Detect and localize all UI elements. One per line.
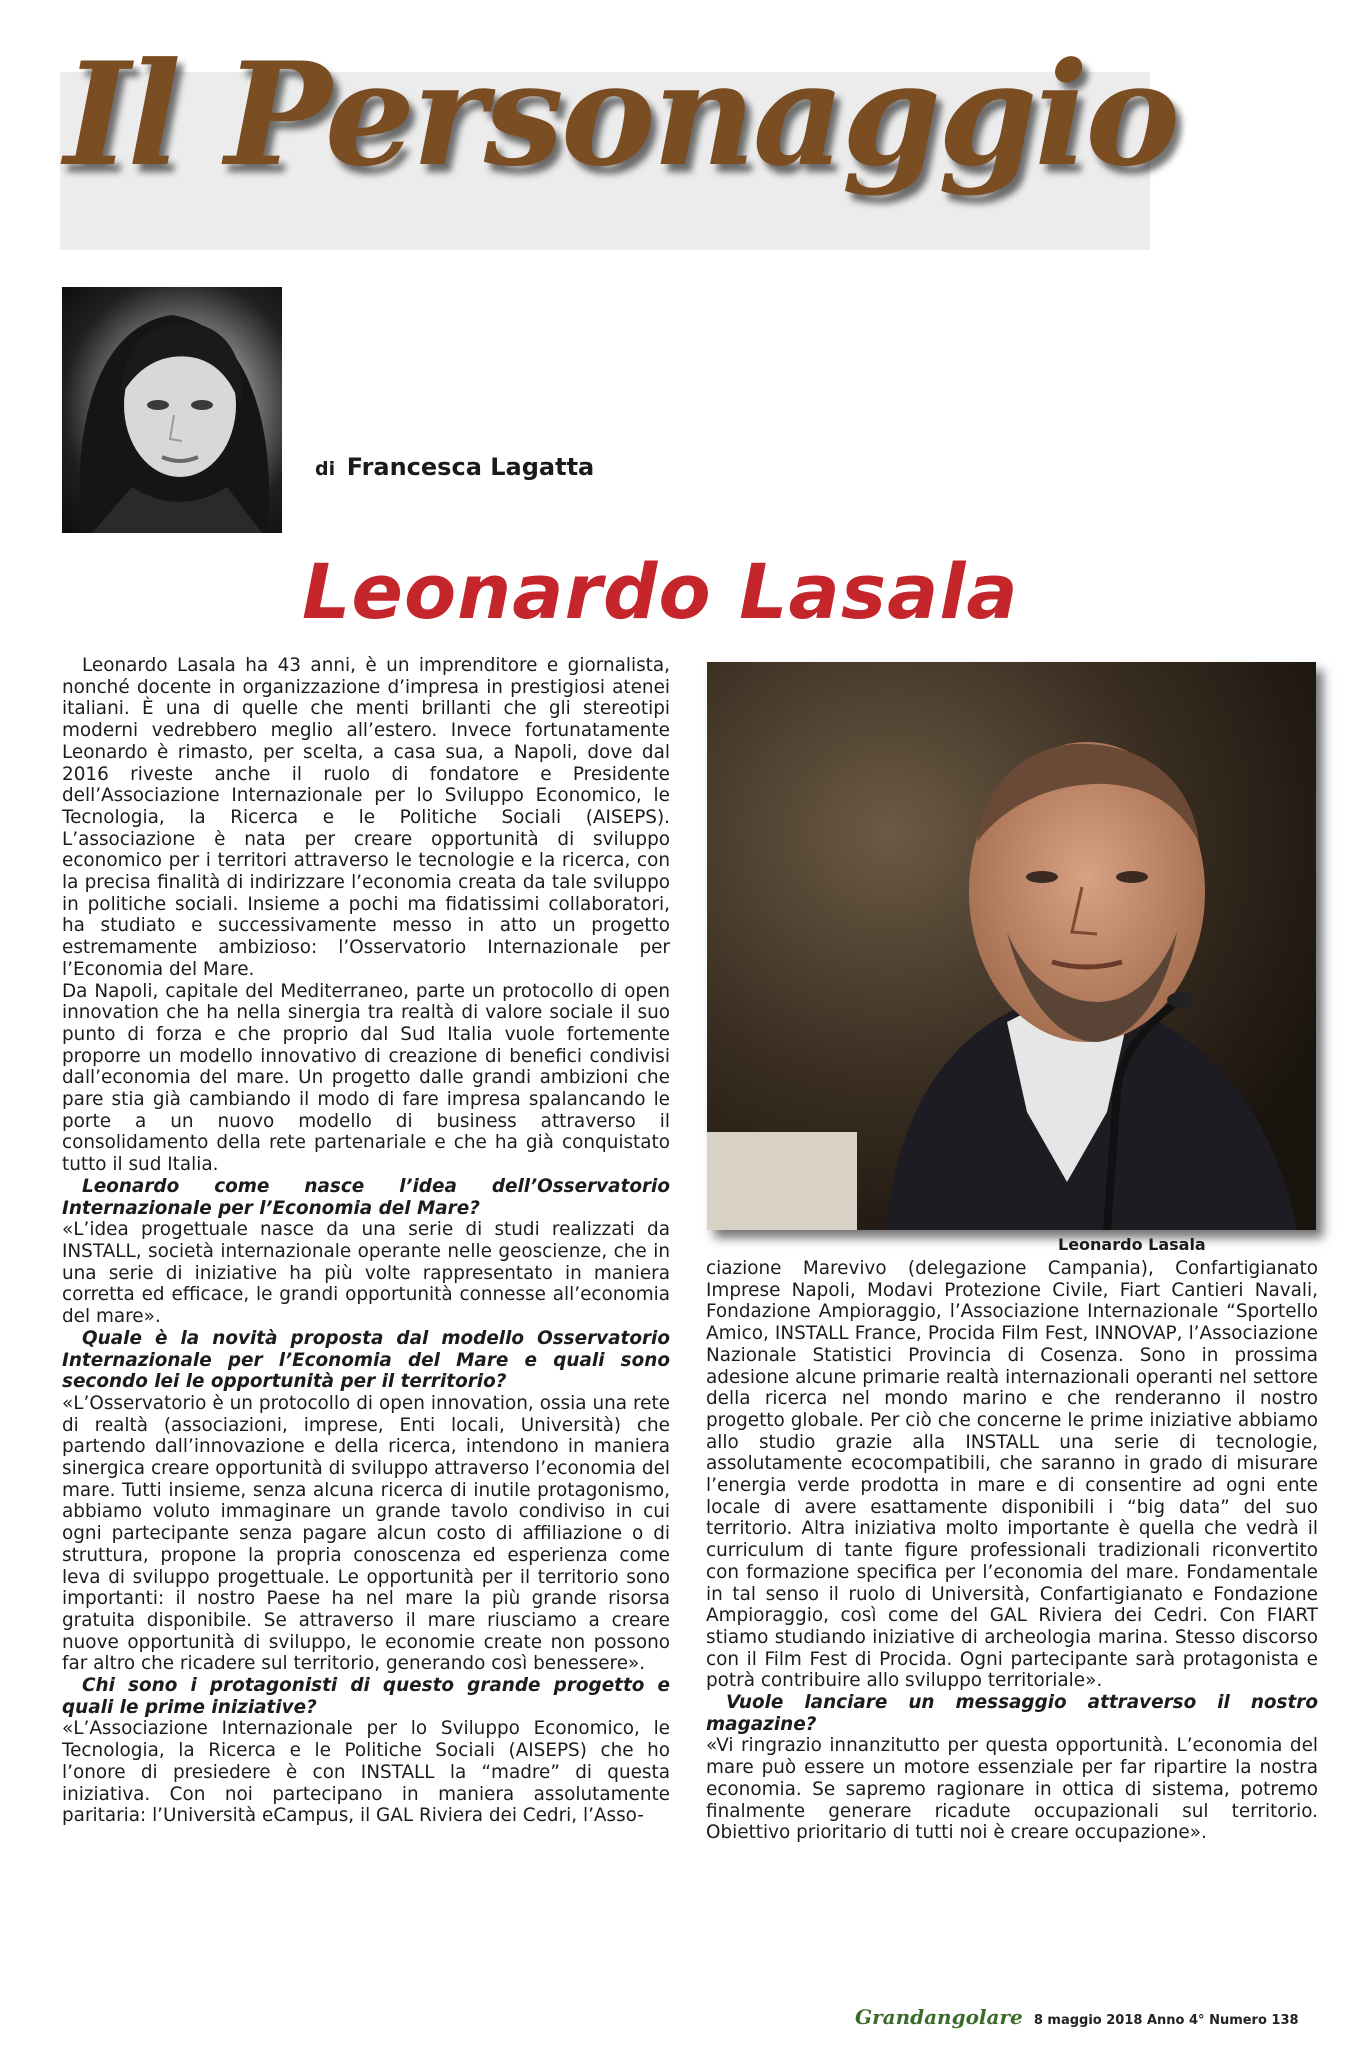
page-footer xyxy=(855,2005,1299,2029)
interview-question: Chi sono i protagonisti di questo grande progetto e quali le prime iniziative? xyxy=(62,1675,670,1718)
interview-question: Leonardo come nasce l’idea dell’Osservatorio Internazionale per l’Economia del Mare? xyxy=(62,1175,670,1219)
byline-prefix: di xyxy=(315,458,336,480)
left-column xyxy=(62,655,670,1827)
author-photo xyxy=(62,287,282,533)
interview-question: Quale è la novità proposta dal modello Osservatorio Internazionale per l’Economia del Mare e quali sono secondo lei le opportunità per il territorio? xyxy=(62,1327,670,1393)
issue-info: 8 maggio 2018 Anno 4° Numero 138 xyxy=(1033,2013,1299,2028)
interview-answer: «L’Osservatorio è un protocollo di open innovation, ossia una rete di realtà (associazioni, imprese, Enti locali, Università) che partendo dall’innovazione e della ricerca, intendono in maniera sinergica creare opportunità di sviluppo attraverso l’economia del mare. Tutti insieme, senza alcuna ricerca di inutile protagonismo, abbiamo voluto immaginare un grande tavolo condiviso in cui ogni partecipante senza pagare alcun costo di affiliazione o di struttura, propone la propria conoscenza ed esperienza come leva di sviluppo progettuale. Le opportunità per il territorio sono importanti: il nostro Paese ha nel mare la più grande risorsa gratuita disponibile. Se attraverso il mare riusciamo a creare nuove opportunità di sviluppo, le economie create non possono far altro che ricadere sul territorio, generando così benessere». xyxy=(62,1392,670,1675)
interview-answer: «L’Associazione Internazionale per lo Sviluppo Economico, le Tecnologia, la Ricerca e le Politiche Sociali (AISEPS) che ho l’onore di presiedere è con INSTALL la “madre” di questa iniziativa. Con noi partecipano in maniera assolutamente paritaria: l’Università eCampus, il GAL Riviera dei Cedri, l’Asso- xyxy=(62,1718,670,1827)
article-paragraph: Da Napoli, capitale del Mediterraneo, parte un protocollo di open innovation che ha nella sinergia tra realtà di valore sociale il suo punto di forza e che proprio dal Sud Italia vuole fortemente proporre un modello innovativo di creazione di benefici condivisi dall’economia del mare. Un progetto dalle grandi ambizioni che pare stia già cambiando il modo di fare impresa spalancando le porte a un nuovo modello di business attraverso il consolidamento della rete partenariale e che ha già conquistato tutto il sud Italia. xyxy=(62,980,670,1176)
author-name: Francesca Lagatta xyxy=(346,453,595,481)
interview-question: Vuole lanciare un messaggio attraverso il nostro magazine? xyxy=(706,1692,1318,1735)
article-paragraph: Leonardo Lasala ha 43 anni, è un imprenditore e giornalista, nonché docente in organizzazione d’impresa in prestigiosi atenei italiani. È una di quelle che menti brillanti che gli stereotipi moderni vedrebbero meglio all’estero. Invece fortunatamente Leonardo è rimasto, per scelta, a casa sua, a Napoli, dove dal 2016 riveste anche il ruolo di fondatore e Presidente dell’Associazione Internazionale per lo Sviluppo Economico, le Tecnologia, la Ricerca e le Politiche Sociali (AISEPS). L’associazione è nata per creare opportunità di sviluppo economico per i territori attraverso le tecnologie e la ricerca, con la precisa finalità di indirizzare l’economia creata da tale sviluppo in politiche sociali. Insieme a pochi ma fidatissimi collaboratori, ha studiato e successivamente messo in atto un progetto estremamente ambizioso: l’Osservatorio Internazionale per l’Economia del Mare. xyxy=(62,655,670,980)
byline xyxy=(315,453,594,481)
interview-answer: «Vi ringrazio innanzitutto per questa opportunità. L’economia del mare può essere un motore essenziale per far ripartire la nostra economia. Se sapremo ragionare in ottica di sistema, potremo finalmente generare ricadute occupazionali sul territorio. Obiettivo prioritario di tutti noi è creare occupazione». xyxy=(706,1735,1318,1844)
article-title: Leonardo Lasala xyxy=(302,547,1019,636)
interview-answer: ciazione Marevivo (delegazione Campania), Confartigianato Imprese Napoli, Modavi Protezione Civile, Fiart Cantieri Navali, Fondazione Ampioraggio, l’Associazione Internazionale “Sportello Amico, INSTALL France, Procida Film Fest, INNOVAP, l’Associazione Nazionale Statistici Provincia di Cosenza. Sono in prossima adesione alcune primarie realtà internazionali operanti nel settore della ricerca nel mondo marino e che renderanno il nostro progetto globale. Per ciò che concerne le prime iniziative abbiamo allo studio grazie alla INSTALL una serie di tecnologie, assolutamente ecocompatibili, che saranno in grado di misurare l’energia verde prodotta in mare e di consentire ad ogni ente locale di avere esattamente disponibili i “big data” del suo territorio. Altra iniziativa molto importante è quella che vedrà il curriculum di tante figure professionali tradizionali riconvertito con formazione specifica per l’economia del mare. Fondamentale in tal senso il ruolo di Università, Confartigianato e Fondazione Ampioraggio, così come del GAL Riviera dei Cedri. Con FIART stiamo studiando iniziative di archeologia marina. Stesso discorso con il Film Fest di Procida. Ogni partecipante sarà protagonista e potrà contribuire allo sviluppo territoriale». xyxy=(706,1258,1318,1692)
photo-caption: Leonardo Lasala xyxy=(1058,1235,1206,1254)
section-title: Il Personaggio xyxy=(64,32,1178,198)
magazine-name: Grandangolare xyxy=(855,2005,1023,2029)
subject-photo xyxy=(707,662,1316,1230)
right-column xyxy=(706,1258,1318,1844)
interview-answer: «L’idea progettuale nasce da una serie di studi realizzati da INSTALL, società internazionale operante nelle geoscienze, che in una serie di iniziative ha più volte rappresentato in maniera corretta ed efficace, le grandi opportunità connesse all’economia del mare». xyxy=(62,1219,670,1328)
